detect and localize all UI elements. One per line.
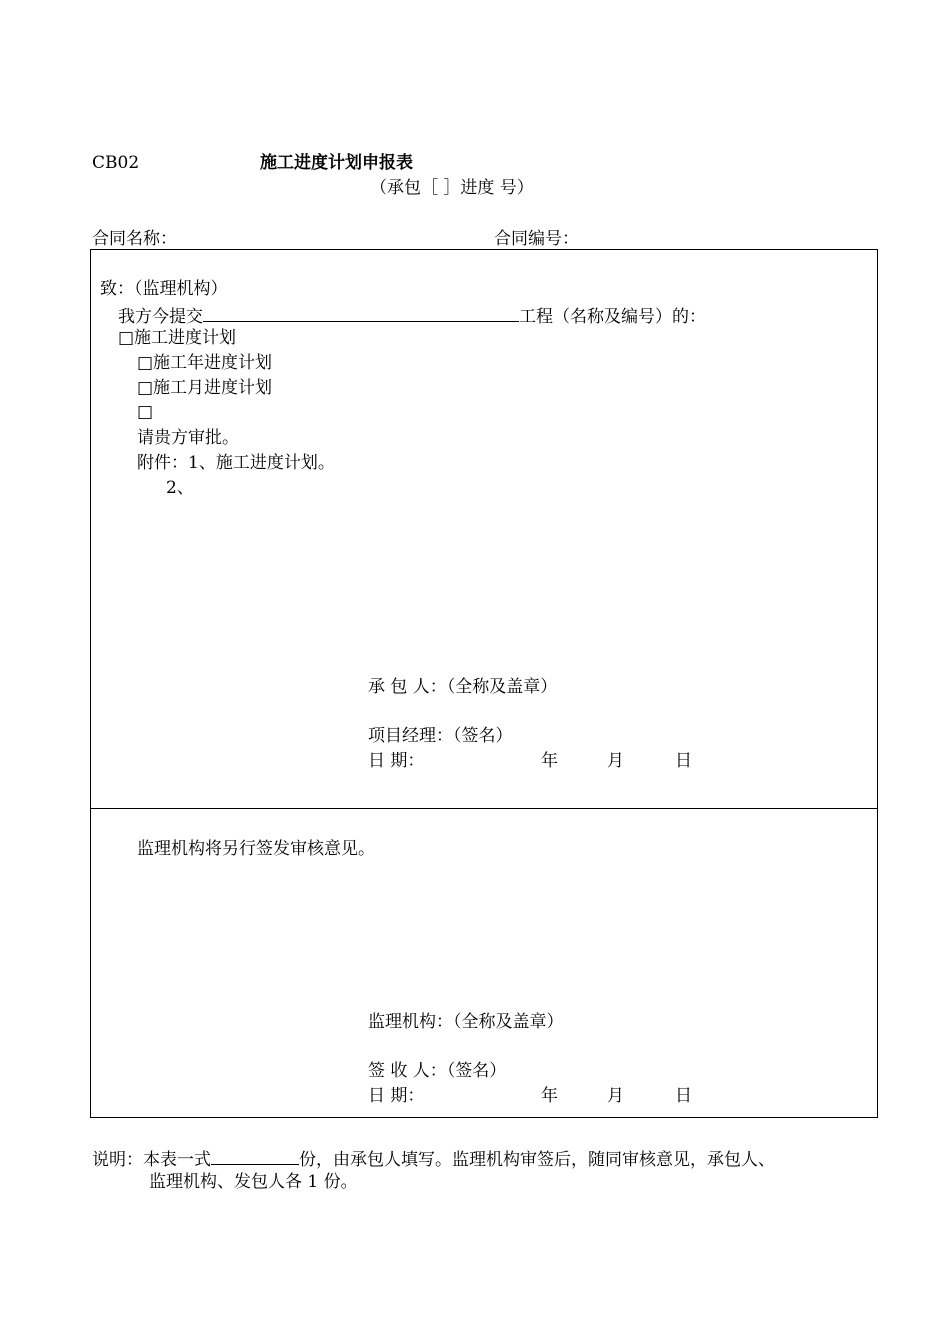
supervisor-value: （全称及盖章） <box>453 1012 564 1032</box>
copies-blank[interactable] <box>211 1146 299 1165</box>
note-line-2: 监理机构、发包人各 1 份。 <box>149 1172 358 1192</box>
contractor-label: 承 包 人： <box>368 677 447 697</box>
date-day-1: 日 <box>675 751 692 771</box>
contractor-line <box>368 676 557 698</box>
checkbox-blank[interactable]: □ <box>137 402 154 422</box>
to-line: 致：（监理机构） <box>100 279 228 299</box>
form-subtitle: （承包［ ］进度 号） <box>370 178 534 198</box>
receiver-line <box>368 1060 506 1082</box>
contractor-value: （全称及盖章） <box>446 677 558 697</box>
date-label-1: 日 期： <box>368 751 425 771</box>
submit-prefix: 我方今提交 <box>118 307 203 327</box>
checkbox-month-schedule[interactable]: □施工月进度计划 <box>137 378 273 398</box>
project-blank[interactable] <box>203 303 519 322</box>
date-month-1: 月 <box>607 751 624 771</box>
manager-line <box>368 725 513 747</box>
receiver-label: 签 收 人： <box>368 1061 447 1081</box>
manager-value: （签名） <box>453 726 513 746</box>
date-year-2: 年 <box>541 1086 558 1106</box>
date-label-2: 日 期： <box>368 1086 425 1106</box>
attachment-2: 2、 <box>166 478 194 498</box>
manager-label: 项目经理： <box>368 726 453 746</box>
note-suffix: 份，由承包人填写。监理机构审签后，随同审核意见，承包人、 <box>299 1150 775 1170</box>
date-year-1: 年 <box>541 751 558 771</box>
form-title: 施工进度计划申报表 <box>260 153 413 173</box>
date-month-2: 月 <box>607 1086 624 1106</box>
supervisor-line <box>368 1011 564 1033</box>
checkbox-year-schedule[interactable]: □施工年进度计划 <box>137 353 273 373</box>
request-text: 请贵方审批。 <box>137 428 239 448</box>
note-prefix: 说明：本表一式 <box>92 1150 211 1170</box>
receiver-value: （签名） <box>446 1061 507 1081</box>
date-day-2: 日 <box>675 1086 692 1106</box>
attachment-1: 附件：1、施工进度计划。 <box>137 453 335 473</box>
checkbox-schedule[interactable]: □施工进度计划 <box>118 328 237 348</box>
form-code: CB02 <box>92 153 140 173</box>
contract-number-label: 合同编号： <box>494 229 579 249</box>
note-line-1 <box>92 1146 775 1171</box>
supervisor-label: 监理机构： <box>368 1012 453 1032</box>
submit-line <box>118 303 706 328</box>
review-opinion: 监理机构将另行签发审核意见。 <box>137 839 375 859</box>
contract-name-label: 合同名称： <box>92 229 177 249</box>
submit-suffix: 工程（名称及编号）的： <box>519 307 706 327</box>
